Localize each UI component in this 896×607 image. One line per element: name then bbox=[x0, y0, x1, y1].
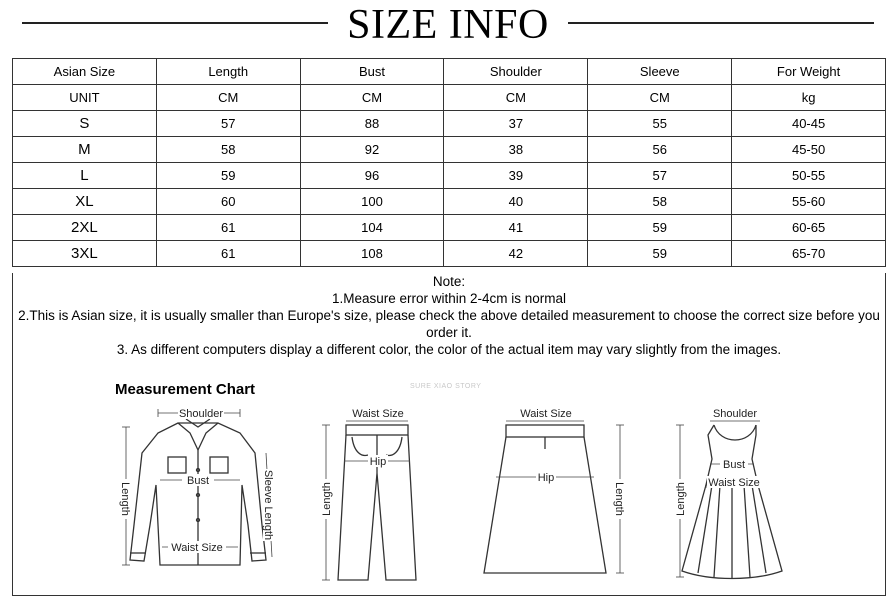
measurement-chart bbox=[100, 375, 800, 590]
table-cell: 88 bbox=[300, 111, 444, 137]
table-row bbox=[13, 241, 886, 267]
table-cell: 42 bbox=[444, 241, 588, 267]
dress-shoulder-label: Shoulder bbox=[712, 408, 758, 420]
table-cell: 57 bbox=[588, 163, 732, 189]
table-unit-cell: UNIT bbox=[13, 85, 157, 111]
title-rule-left bbox=[22, 22, 328, 24]
table-cell: 60 bbox=[156, 189, 300, 215]
table-cell: 61 bbox=[156, 241, 300, 267]
shirt-length-label: Length bbox=[119, 482, 131, 516]
pants-measure-lines bbox=[322, 421, 410, 580]
table-row bbox=[13, 215, 886, 241]
table-cell: 61 bbox=[156, 215, 300, 241]
table-unit-cell: kg bbox=[732, 85, 886, 111]
table-cell: 55 bbox=[588, 111, 732, 137]
shirt-shoulder-label: Shoulder bbox=[178, 408, 224, 420]
table-header-cell: Asian Size bbox=[13, 59, 157, 85]
table-header-row bbox=[13, 59, 886, 85]
shirt-bust-label: Bust bbox=[186, 475, 210, 487]
table-cell: 59 bbox=[588, 241, 732, 267]
table-cell: 57 bbox=[156, 111, 300, 137]
dress-diagram bbox=[682, 425, 782, 579]
table-cell: 59 bbox=[156, 163, 300, 189]
shirt-sleeve-length-label: Sleeve Length bbox=[262, 469, 274, 541]
table-unit-cell: CM bbox=[156, 85, 300, 111]
table-row bbox=[13, 189, 886, 215]
watermark: SURE XIAO STORY bbox=[410, 383, 482, 390]
size-label-cell: 2XL bbox=[13, 215, 157, 241]
table-cell: 38 bbox=[444, 137, 588, 163]
title-row bbox=[0, 0, 896, 52]
table-cell: 59 bbox=[588, 215, 732, 241]
pants-hip-label: Hip bbox=[369, 456, 387, 468]
size-table bbox=[12, 58, 886, 267]
skirt-hip-label: Hip bbox=[537, 472, 555, 484]
note-heading: Note: bbox=[432, 274, 466, 289]
size-label-cell: 3XL bbox=[13, 241, 157, 267]
table-cell: 45-50 bbox=[732, 137, 886, 163]
table-cell: 39 bbox=[444, 163, 588, 189]
size-label-cell: L bbox=[13, 163, 157, 189]
dress-length-label: Length bbox=[675, 482, 687, 516]
table-cell: 60-65 bbox=[732, 215, 886, 241]
dress-bust-label: Bust bbox=[722, 459, 746, 471]
table-cell: 41 bbox=[444, 215, 588, 241]
table-cell: 58 bbox=[156, 137, 300, 163]
page-title: SIZE INFO bbox=[347, 2, 549, 48]
note-line-3: 3. As different computers display a different color, the color of the actual item may vary slightly from the images. bbox=[116, 342, 782, 357]
shirt-waist-size-label: Waist Size bbox=[171, 542, 223, 554]
table-unit-cell: CM bbox=[300, 85, 444, 111]
table-unit-cell: CM bbox=[444, 85, 588, 111]
size-label-cell: M bbox=[13, 137, 157, 163]
table-cell: 37 bbox=[444, 111, 588, 137]
title-rule-right bbox=[568, 22, 874, 24]
table-row bbox=[13, 111, 886, 137]
table-row bbox=[13, 137, 886, 163]
garment-diagrams bbox=[100, 375, 800, 590]
table-cell: 65-70 bbox=[732, 241, 886, 267]
measurement-chart-title: Measurement Chart bbox=[115, 381, 256, 398]
table-cell: 100 bbox=[300, 189, 444, 215]
pants-waist-size-label: Waist Size bbox=[352, 408, 404, 420]
size-label-cell: XL bbox=[13, 189, 157, 215]
table-row bbox=[13, 163, 886, 189]
skirt-diagram bbox=[484, 425, 606, 573]
table-cell: 96 bbox=[300, 163, 444, 189]
table-header-cell: Bust bbox=[300, 59, 444, 85]
size-table-body bbox=[13, 59, 886, 267]
table-cell: 58 bbox=[588, 189, 732, 215]
table-cell: 40 bbox=[444, 189, 588, 215]
pants-length-label: Length bbox=[321, 482, 333, 516]
skirt-measure-lines bbox=[496, 421, 624, 573]
table-header-cell: Sleeve bbox=[588, 59, 732, 85]
skirt-length-label: Length bbox=[613, 482, 625, 516]
table-cell: 92 bbox=[300, 137, 444, 163]
note-line-2: 2.This is Asian size, it is usually smaller than Europe's size, please check the above detailed measurement to choose the correct size before you order it. bbox=[18, 308, 880, 340]
table-cell: 56 bbox=[588, 137, 732, 163]
table-unit-row bbox=[13, 85, 886, 111]
skirt-waist-size-label: Waist Size bbox=[520, 408, 572, 420]
table-cell: 104 bbox=[300, 215, 444, 241]
pants-diagram bbox=[338, 425, 416, 580]
note-line-1: 1.Measure error within 2-4cm is normal bbox=[331, 291, 567, 306]
table-cell: 40-45 bbox=[732, 111, 886, 137]
table-unit-cell: CM bbox=[588, 85, 732, 111]
table-cell: 55-60 bbox=[732, 189, 886, 215]
table-header-cell: Length bbox=[156, 59, 300, 85]
table-cell: 108 bbox=[300, 241, 444, 267]
dress-measure-lines bbox=[676, 421, 760, 577]
table-header-cell: Shoulder bbox=[444, 59, 588, 85]
table-header-cell: For Weight bbox=[732, 59, 886, 85]
table-cell: 50-55 bbox=[732, 163, 886, 189]
dress-waist-size-label: Waist Size bbox=[708, 477, 760, 489]
size-label-cell: S bbox=[13, 111, 157, 137]
